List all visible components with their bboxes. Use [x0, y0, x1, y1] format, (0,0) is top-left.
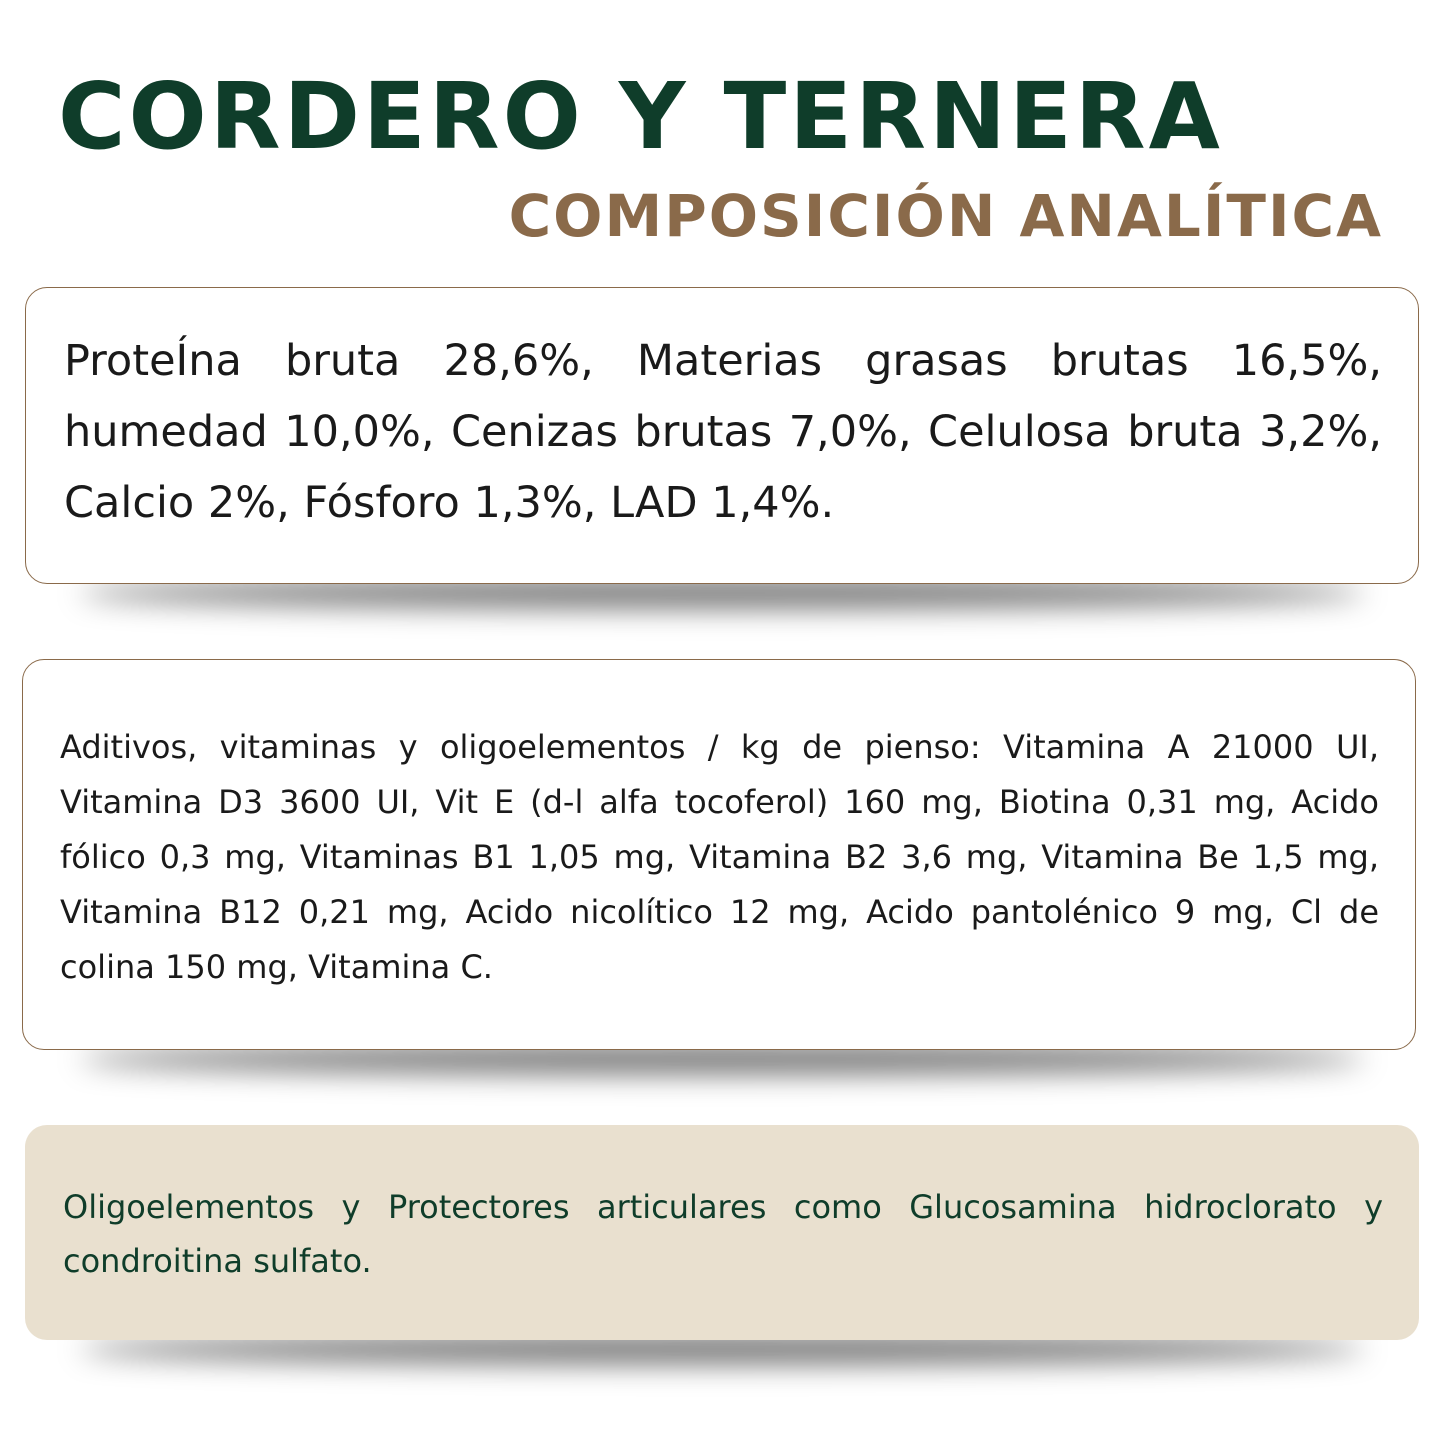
product-title: CORDERO Y TERNERA — [58, 63, 1223, 170]
additives-card — [22, 659, 1416, 1050]
joint-protectors-text: Oligoelementos y Protectores articulares como Glucosamina hidroclorato y condroitina sulfato. — [63, 1188, 1383, 1280]
additives-text: Aditivos, vitaminas y oligoelementos / kg de pienso: Vitamina A 21000 UI, Vitamina D3 3600 UI, Vit E (d-l alfa tocoferol) 160 mg, Biotina 0,31 mg, Acido fólico 0,3 mg, Vitaminas B1 1,05 mg, Vitamina B2 3,6 mg, Vitamina Be 1,5 mg, Vitamina B12 0,21 mg, Acido nicolítico 12 mg, Acido pantolénico 9 mg, Cl de colina 150 mg, Vitamina C. — [60, 728, 1379, 986]
joint-protectors-card — [25, 1125, 1419, 1340]
section-subtitle: COMPOSICIÓN ANALÍTICA — [508, 182, 1383, 250]
analytical-composition-text: ProteÍna bruta 28,6%, Materias grasas brutas 16,5%, humedad 10,0%, Cenizas brutas 7,0%, Celulosa bruta 3,2%, Calcio 2%, Fósforo 1,3%, LAD 1,4%. — [64, 336, 1382, 528]
analytical-composition-card — [25, 287, 1419, 584]
